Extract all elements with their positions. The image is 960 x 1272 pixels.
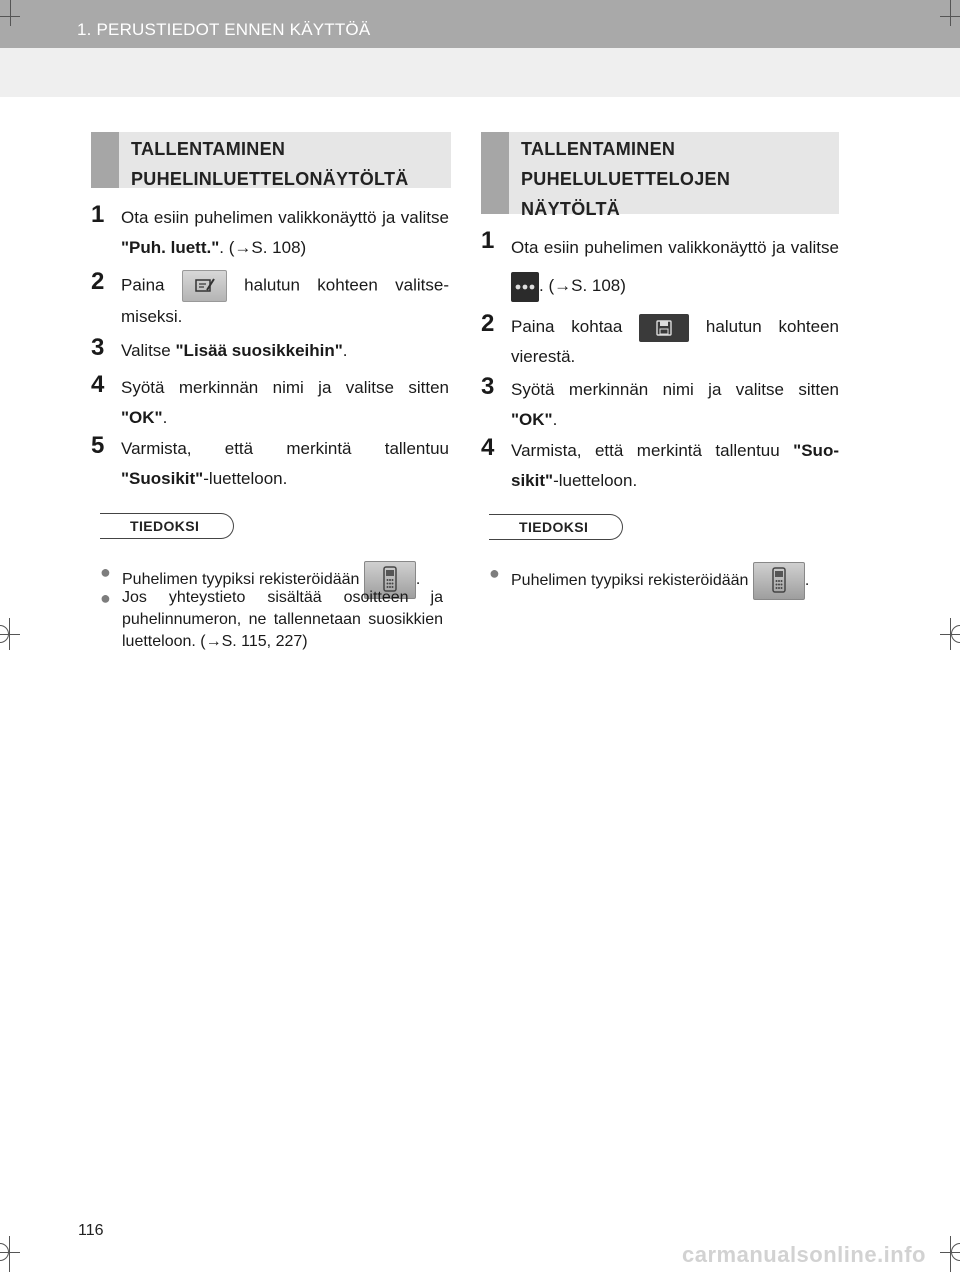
- bullet-icon: ●: [100, 588, 111, 608]
- right-step-4: 4 Varmista, että merkintä tallentuu "Suosikit"-luetteloon.: [481, 434, 839, 490]
- step-number: 1: [481, 227, 495, 254]
- step-number: 3: [91, 334, 105, 361]
- right-note-1: ● Puhelimen tyypiksi rekisteröidään .: [489, 562, 839, 600]
- right-section-title-line-3: NÄYTÖLTÄ: [521, 199, 621, 219]
- chapter-header: [0, 0, 960, 48]
- left-note-2: ● Jos yhteystieto sisältää osoitteen ja puhelinnumeron, ne tallennetaan suosikkien luetteloon. (→S. 115, 227): [100, 588, 443, 650]
- left-step-5: 5 Varmista, että merkintä tallentuu "Suosikit"-luetteloon.: [91, 432, 449, 488]
- right-section-heading: [481, 132, 839, 219]
- right-step-2: 2 Paina kohtaa halutun kohteen vierestä.: [481, 310, 839, 366]
- left-section-title-line-1: TALLENTAMINEN: [131, 139, 286, 159]
- save-icon: [639, 314, 689, 342]
- step-number: 4: [91, 371, 105, 398]
- step-number: 2: [481, 310, 495, 337]
- step-number: 5: [91, 432, 105, 459]
- right-step-3: 3 Syötä merkinnän nimi ja valitse sitten "OK".: [481, 373, 839, 429]
- phone-type-icon: [753, 562, 805, 600]
- chapter-title: 1. PERUSTIEDOT ENNEN KÄYTTÖÄ: [77, 20, 371, 39]
- left-step-1: 1 Ota esiin puhelimen valikkonäyttö ja valitse "Puh. luett.". (→S. 108): [91, 201, 449, 257]
- right-section-title-line-1: TALLENTAMINEN: [521, 139, 676, 159]
- left-section-heading: [91, 132, 451, 188]
- bullet-icon: ●: [100, 562, 111, 582]
- left-step-3: 3 Valitse "Lisää suosikkeihin".: [91, 334, 348, 361]
- step-number: 4: [481, 434, 495, 461]
- right-section-title-line-2: PUHELULUETTELOJEN: [521, 169, 731, 189]
- bullet-icon: ●: [489, 563, 500, 583]
- page-number: 116: [78, 1222, 104, 1239]
- step-number: 3: [481, 373, 495, 400]
- right-step-1: 1 Ota esiin puhelimen valikkonäyttö ja valitse . (→S. 108): [481, 229, 839, 305]
- left-note-1: ● Puhelimen tyypiksi rekisteröidään .: [100, 561, 443, 599]
- step-number: 1: [91, 201, 105, 228]
- left-step-2: 2 Paina halutun kohteen valitsemiseksi.: [91, 268, 449, 326]
- watermark: carmanualsonline.info: [682, 1242, 926, 1267]
- edit-icon: [182, 270, 227, 302]
- left-info-label: TIEDOKSI: [100, 513, 234, 539]
- left-step-4: 4 Syötä merkinnän nimi ja valitse sitten "OK".: [91, 371, 449, 427]
- right-info-label: TIEDOKSI: [489, 514, 623, 540]
- left-section-title-line-2: PUHELINLUETTELONÄYTÖLTÄ: [131, 169, 409, 189]
- more-dots-icon: [511, 272, 539, 302]
- step-number: 2: [91, 268, 105, 295]
